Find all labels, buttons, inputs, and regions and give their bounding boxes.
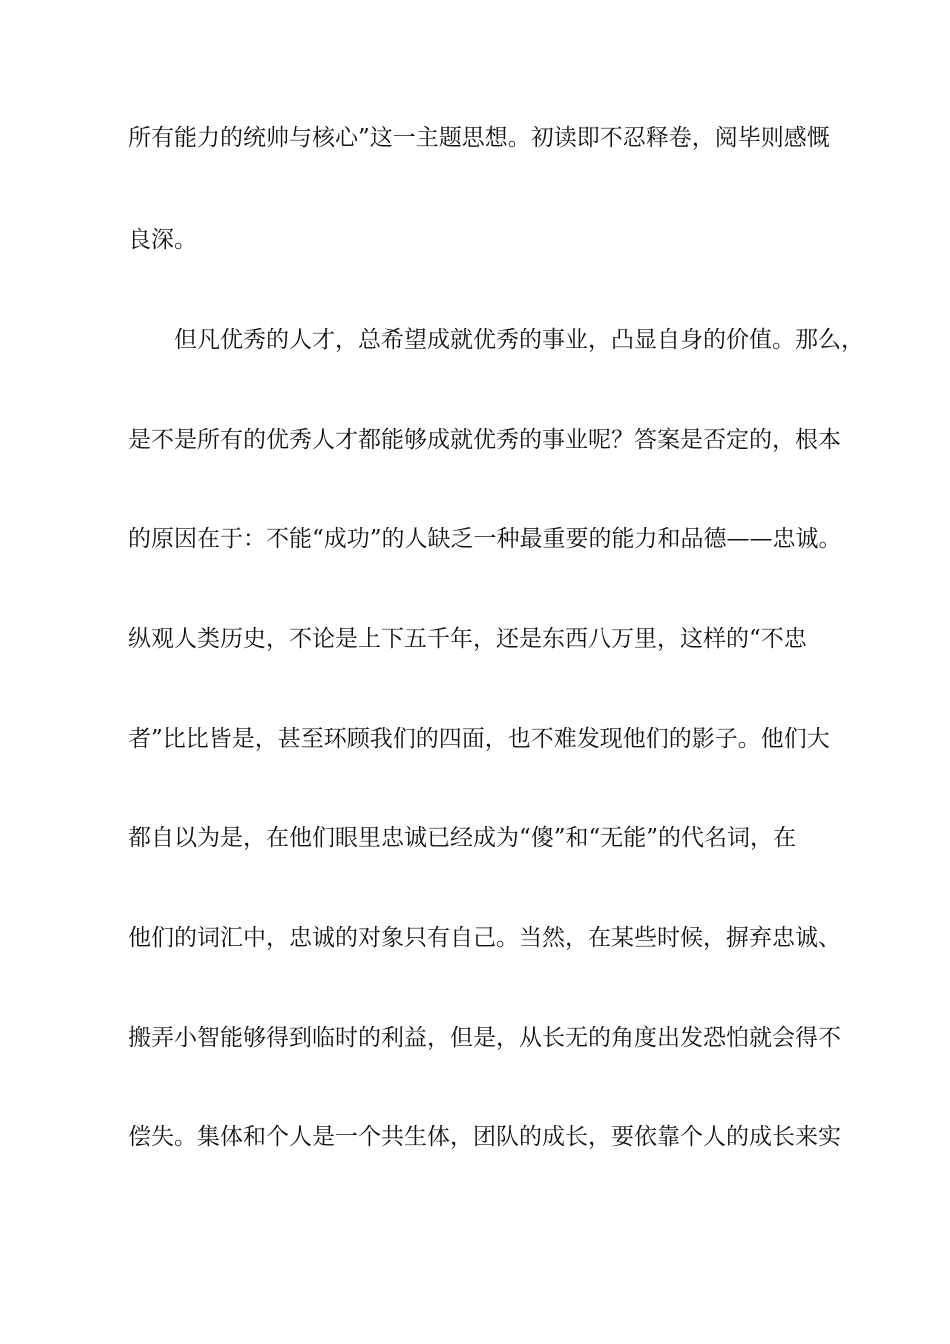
text-line: 良深。	[128, 227, 197, 253]
text-line: 都自以为是，在他们眼里忠诚已经成为“傻”和“无能”的代名词，在	[128, 825, 797, 851]
text-line: 的原因在于：不能“成功”的人缺乏一种最重要的能力和品德——忠诚。	[128, 526, 842, 552]
text-line: 他们的词汇中，忠诚的对象只有自己。当然，在某些时候，摒弃忠诚、	[128, 925, 841, 951]
text-line: 纵观人类历史，不论是上下五千年，还是东西八万里，这样的“不忠	[128, 626, 807, 652]
text-line: 是不是所有的优秀人才都能够成就优秀的事业呢？答案是否定的，根本	[128, 427, 841, 453]
text-line: 搬弄小智能够得到临时的利益，但是，从长无的角度出发恐怕就会得不	[128, 1025, 841, 1051]
text-line: 者”比比皆是，甚至环顾我们的四面，也不难发现他们的影子。他们大	[128, 726, 830, 752]
text-line: 所有能力的统帅与核心”这一主题思想。初读即不忍释卷，阅毕则感慨	[128, 125, 830, 151]
text-line: 偿失。集体和个人是一个共生体，团队的成长，要依靠个人的成长来实	[128, 1124, 841, 1150]
paragraph-start-line: 但凡优秀的人才，总希望成就优秀的事业，凸显自身的价值。那么，	[128, 327, 864, 353]
